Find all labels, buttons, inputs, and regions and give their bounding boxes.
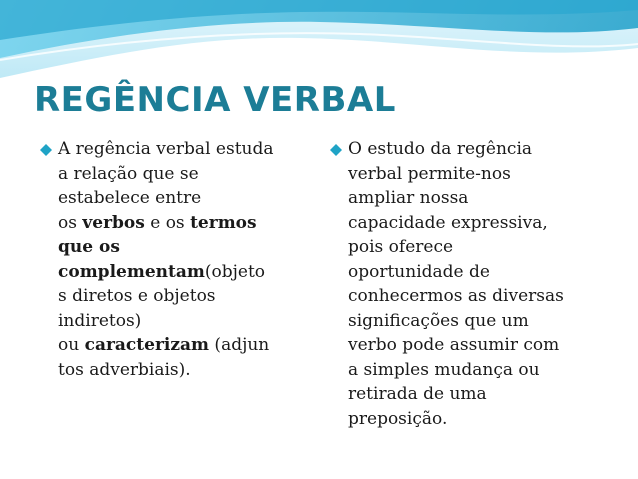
text-run: (objeto (204, 261, 266, 282)
text-line (58, 333, 316, 358)
bold-term: que os (58, 237, 120, 257)
text-run: tos adverbiais). (58, 359, 191, 380)
text-line: conhecermos as diversas (348, 286, 564, 306)
bold-term: verbos (82, 212, 145, 233)
text-line (58, 358, 316, 383)
diamond-bullet-icon (330, 144, 342, 150)
left-column (40, 137, 316, 382)
text-run: ou (58, 335, 85, 355)
text-run: s diretos e objetos (58, 286, 216, 306)
text-line (58, 235, 316, 260)
text-line: preposição. (348, 408, 448, 429)
text-run: indiretos) (58, 310, 142, 331)
text-line: oportunidade de (348, 261, 490, 282)
text-line (58, 137, 316, 162)
right-column (330, 137, 622, 431)
text-line: capacidade expressiva, (348, 212, 548, 233)
bold-term: caracterizam (84, 335, 210, 355)
decorative-wave-header (0, 0, 638, 80)
text-run: a relação que se (58, 163, 199, 184)
text-run: estabelece entre (58, 188, 202, 208)
text-line (58, 309, 316, 334)
text-line: retirada de uma (348, 384, 487, 404)
bold-term: termos (190, 212, 257, 233)
text-line: pois oferece (348, 237, 454, 257)
text-line (58, 260, 316, 285)
left-paragraph (58, 137, 316, 382)
text-line: verbo pode assumir com (348, 335, 560, 355)
text-line: O estudo da regência (348, 139, 533, 159)
slide-title: REGÊNCIA VERBAL (34, 80, 396, 120)
text-line (58, 162, 316, 187)
text-run: e os (144, 212, 191, 233)
right-paragraph (348, 137, 622, 431)
text-line: ampliar nossa (348, 188, 469, 208)
diamond-bullet-icon (40, 144, 52, 150)
text-line (58, 186, 316, 211)
text-run: A regência verbal estuda (58, 139, 274, 159)
text-line: significações que um (348, 310, 529, 331)
text-run: (adjun (209, 335, 270, 355)
text-line: a simples mudança ou (348, 359, 540, 380)
text-line (58, 284, 316, 309)
text-run: os (58, 212, 83, 233)
text-line (58, 211, 316, 236)
bold-term: complementam (58, 261, 205, 282)
text-line: verbal permite-nos (348, 163, 511, 184)
